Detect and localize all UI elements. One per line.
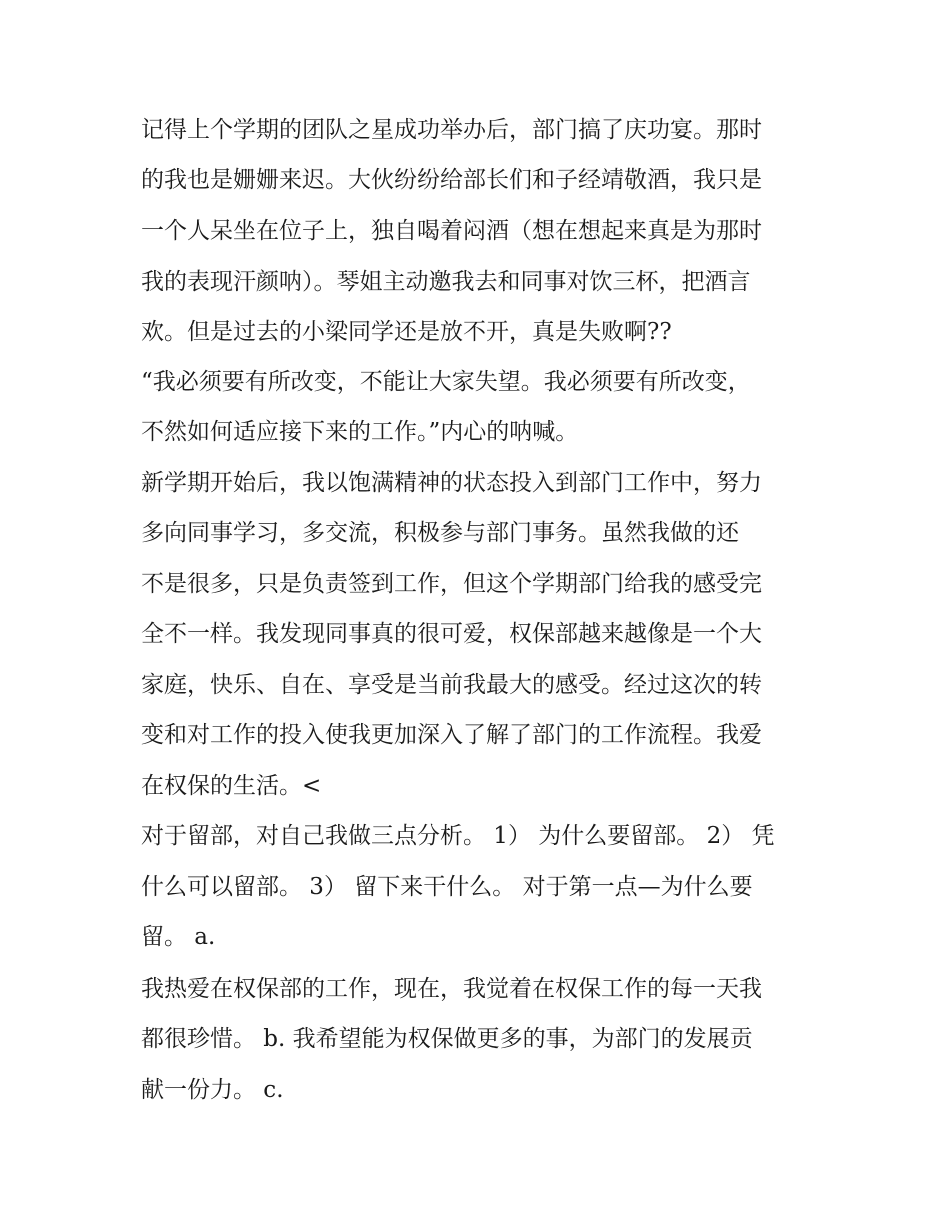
text-line: 记得上个学期的团队之星成功举办后，部门搞了庆功宴。那时 [141,117,762,143]
text-line: 对于留部，对自己我做三点分析。 1） 为什么要留部。 2） 凭 [141,823,775,849]
text-line: 留。 a. [141,924,216,950]
text-line: 我热爱在权保部的工作，现在，我觉着在权保工作的每一天我 [141,976,762,1002]
text-line: 一个人呆坐在位子上，独自喝着闷酒（想在想起来真是为那时 [141,218,762,244]
text-line: 什么可以留部。 3） 留下来干什么。 对于第一点—为什么要 [141,874,753,900]
text-line: 家庭，快乐、自在、享受是当前我最大的感受。经过这次的转 [141,672,762,698]
text-line: 新学期开始后，我以饱满精神的状态投入到部门工作中，努力 [141,470,762,496]
text-line: 欢。但是过去的小梁同学还是放不开，真是失败啊?? [141,319,672,345]
text-line: 我的表现汗颜呐）。琴姐主动邀我去和同事对饮三杯，把酒言 [141,269,751,295]
text-line: 不然如何适应接下来的工作。”内心的呐喊。 [141,419,579,445]
text-line: 的我也是姗姗来迟。大伙纷纷给部长们和子经靖敬酒，我只是 [141,167,762,193]
text-line: 不是很多，只是负责签到工作，但这个学期部门给我的感受完 [141,571,762,597]
text-line: 多向同事学习，多交流，积极参与部门事务。虽然我做的还 [141,520,739,546]
text-line: 献一份力。 c. [141,1077,284,1103]
text-line: “我必须要有所改变，不能让大家失望。我必须要有所改变， [141,369,751,395]
text-line: 在权保的生活。< [141,773,322,799]
text-line: 全不一样。我发现同事真的很可爱，权保部越来越像是一个大 [141,621,762,647]
text-line: 都很珍惜。 b. 我希望能为权保做更多的事，为部门的发展贡 [141,1026,753,1052]
text-line: 变和对工作的投入使我更加深入了解了部门的工作流程。我爱 [141,722,762,748]
